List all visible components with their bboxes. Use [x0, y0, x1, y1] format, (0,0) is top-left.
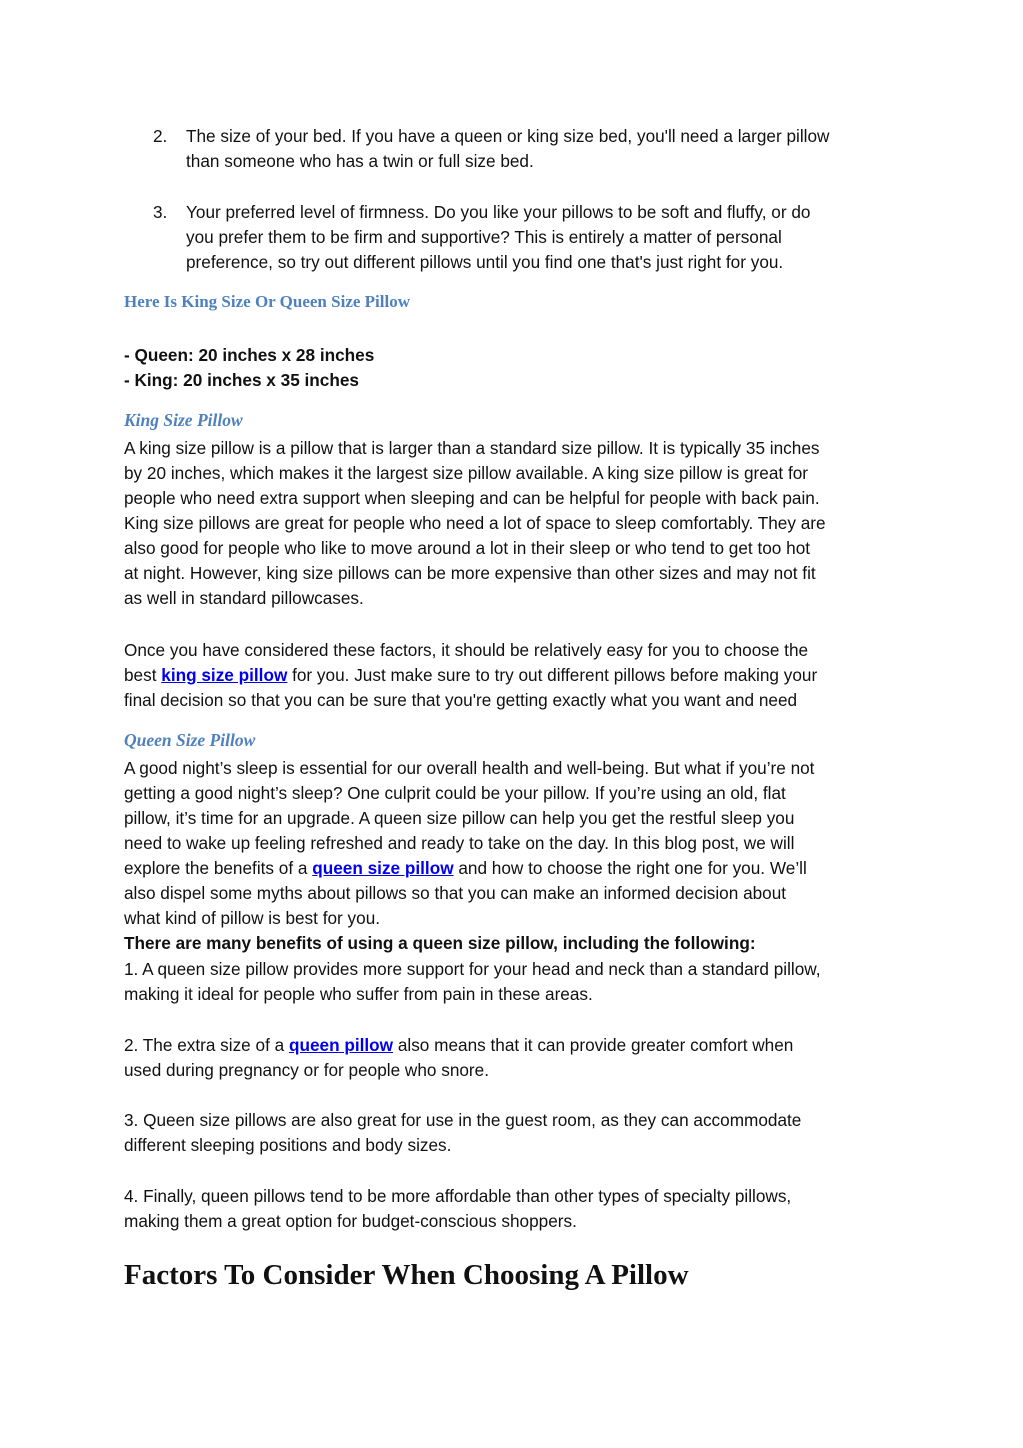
benefit-line: 4. Finally, queen pillows tend to be more affordable than other types of specialty pillows,	[124, 1186, 792, 1206]
list-item-text: preference, so try out different pillows until you find one that's just right for you.	[186, 252, 784, 272]
queen-para-line	[124, 856, 914, 881]
text-run: and how to choose the right one for you. We’ll	[453, 858, 807, 878]
text-run: best	[124, 665, 162, 685]
king-para2-line: final decision so that you can be sure that you're getting exactly what you want and need	[124, 690, 798, 710]
benefit-line: 1. A queen size pillow provides more support for your head and neck than a standard pillow,	[124, 959, 821, 979]
king-para2-line: Once you have considered these factors, it should be relatively easy for you to choose the	[124, 640, 809, 660]
queen-pillow-link[interactable]: queen pillow	[288, 1035, 394, 1055]
king-para-line: people who need extra support when sleeping and can be helpful for people with back pain.	[124, 488, 820, 508]
king-para-line: A king size pillow is a pillow that is larger than a standard size pillow. It is typically 35 inches	[124, 438, 820, 458]
factors-heading: Factors To Consider When Choosing A Pillow	[124, 1259, 689, 1291]
list-number: 2.	[153, 126, 168, 146]
king-para-line: at night. However, king size pillows can be more expensive than other sizes and may not fit	[124, 563, 816, 583]
queen-size-pillow-link[interactable]: queen size pillow	[312, 858, 454, 878]
text-run: for you. Just make sure to try out different pillows before making your	[287, 665, 818, 685]
queen-para-line: pillow, it’s time for an upgrade. A queen size pillow can help you get the restful sleep you	[124, 808, 795, 828]
list-number: 3.	[153, 202, 168, 222]
list-item-text: Your preferred level of firmness. Do you like your pillows to be soft and fluffy, or do	[186, 202, 811, 222]
benefit-line	[124, 1033, 914, 1058]
king-para2-line	[124, 663, 914, 688]
benefit-line: different sleeping positions and body sizes.	[124, 1135, 452, 1155]
king-size-pillow-link[interactable]: king size pillow	[161, 665, 288, 685]
king-dimension: - King: 20 inches x 35 inches	[124, 370, 359, 390]
list-item-text: The size of your bed. If you have a queen or king size bed, you'll need a larger pillow	[186, 126, 830, 146]
king-para-line: as well in standard pillowcases.	[124, 588, 364, 608]
text-run: 2. The extra size of a	[124, 1035, 289, 1055]
benefit-line: making it ideal for people who suffer from pain in these areas.	[124, 984, 593, 1004]
king-para-line: by 20 inches, which makes it the largest size pillow available. A king size pillow is great for	[124, 463, 809, 483]
king-heading: King Size Pillow	[124, 410, 243, 430]
queen-heading: Queen Size Pillow	[124, 730, 256, 750]
text-run: explore the benefits of a	[124, 858, 313, 878]
queen-dimension: - Queen: 20 inches x 28 inches	[124, 345, 375, 365]
benefit-line: making them a great option for budget-conscious shoppers.	[124, 1211, 577, 1231]
queen-para-line: A good night’s sleep is essential for our overall health and well-being. But what if you’re not	[124, 758, 815, 778]
benefits-heading: There are many benefits of using a queen size pillow, including the following:	[124, 933, 756, 953]
list-item-text: than someone who has a twin or full size bed.	[186, 151, 534, 171]
list-item-text: you prefer them to be firm and supportive? This is entirely a matter of personal	[186, 227, 782, 247]
queen-para-line: what kind of pillow is best for you.	[124, 908, 381, 928]
king-para-line: also good for people who like to move around a lot in their sleep or who tend to get too hot	[124, 538, 811, 558]
benefit-line: used during pregnancy or for people who snore.	[124, 1060, 489, 1080]
queen-para-line: also dispel some myths about pillows so that you can make an informed decision about	[124, 883, 787, 903]
queen-para-line: need to wake up feeling refreshed and ready to take on the day. In this blog post, we will	[124, 833, 795, 853]
benefit-line: 3. Queen size pillows are also great for use in the guest room, as they can accommodate	[124, 1110, 802, 1130]
text-run: also means that it can provide greater comfort when	[393, 1035, 794, 1055]
size-heading: Here Is King Size Or Queen Size Pillow	[124, 292, 410, 311]
queen-para-line: getting a good night’s sleep? One culprit could be your pillow. If you’re using an old, flat	[124, 783, 786, 803]
king-para-line: King size pillows are great for people who need a lot of space to sleep comfortably. They are	[124, 513, 826, 533]
